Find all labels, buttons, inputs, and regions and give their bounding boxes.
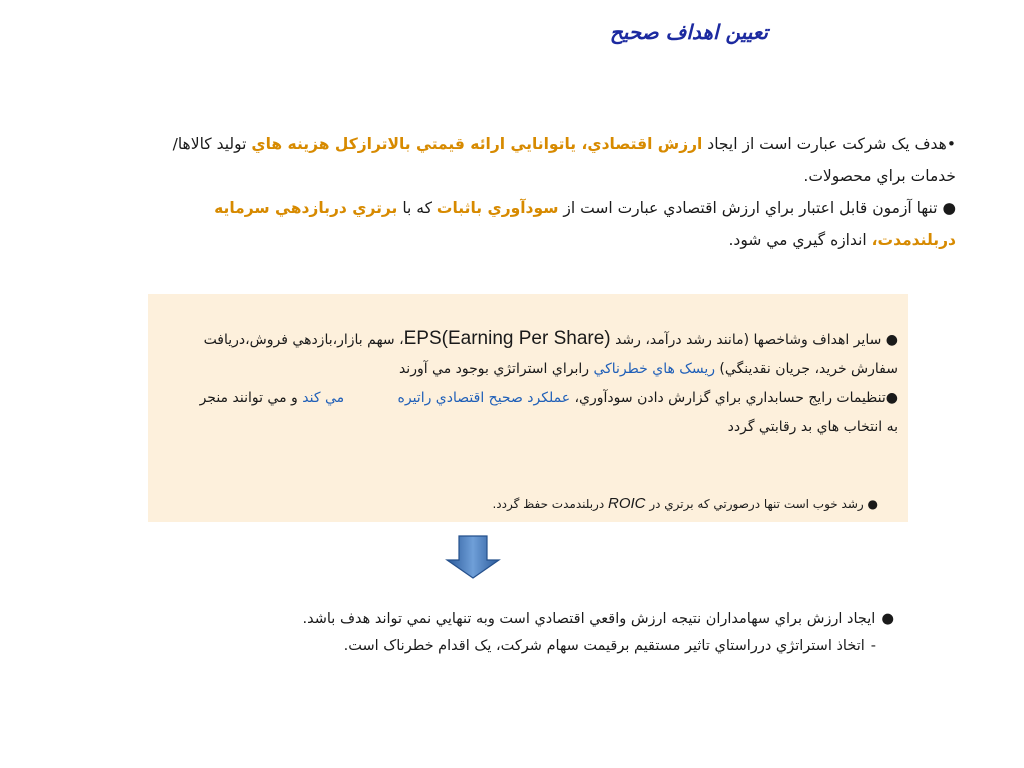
- panel-text-span: ، سهم بازار،بازدهي فروش،دريافت سفارش خريد، جريان نقدينگي): [203, 332, 898, 377]
- roic-term: ROIC: [608, 495, 646, 512]
- panel-paragraph-1: [188, 324, 898, 384]
- bullet: •: [946, 135, 956, 153]
- bullet: ●: [867, 497, 878, 511]
- performance-highlight: عملکرد صحيح اقتصادي راتيره مي کند: [302, 390, 571, 406]
- panel-text-span: رابراي استراتژي بوجود مي آورند: [398, 361, 594, 377]
- bullet: ●: [942, 199, 956, 217]
- bullet: ●: [885, 332, 898, 348]
- bullet: ●: [881, 611, 894, 627]
- footnote-text: رشد خوب است تنها درصورتي که برتري در: [645, 497, 864, 511]
- economic-value-highlight: ارزش اقتصادي، ياتوانايي ارائه قيمتي بالاترازکل هزينه هاي: [251, 135, 703, 153]
- bullet: ●: [885, 390, 898, 406]
- footnote-text: دربلندمدت حفظ گردد.: [492, 497, 609, 511]
- conclusion-line-1: [150, 606, 894, 633]
- intro-text: توليد کالاها/خدمات براي محصولات.: [172, 135, 956, 185]
- risk-highlight: ريسک هاي خطرناکي: [593, 361, 715, 377]
- panel-paragraph-2: [188, 384, 898, 442]
- eps-term: EPS(Earning Per Share): [403, 328, 611, 349]
- conclusion-section: [150, 606, 894, 660]
- intro-text: اندازه گيري مي شود.: [728, 231, 872, 249]
- highlight-panel: [148, 294, 908, 522]
- stable-profit-highlight: سودآوري باثبات: [436, 199, 559, 217]
- long-term-return-highlight: برتري دربازدهي سرمايه دربلندمدت،: [214, 199, 956, 249]
- intro-text: تنها آزمون قابل اعتبار براي ارزش اقتصادي عبارت است از: [558, 199, 938, 217]
- panel-text-span: ساير اهداف وشاخصها (مانند رشد درآمد، رشد: [610, 332, 882, 348]
- panel-footnote: [478, 494, 878, 514]
- intro-section: [150, 128, 956, 256]
- dash: -: [870, 638, 876, 654]
- intro-text: هدف يک شرکت عبارت است از ايجاد: [702, 135, 947, 153]
- down-arrow-icon: [445, 534, 501, 580]
- conclusion-line-2: [150, 633, 894, 660]
- intro-text: که با: [397, 199, 437, 217]
- intro-paragraph-1: [150, 128, 956, 192]
- intro-paragraph-2: [150, 192, 956, 256]
- slide-title: تعيين اهداف صحيح: [609, 20, 768, 44]
- conclusion-text: اتخاذ استراتژي درراستاي تاثير مستقيم برقيمت سهام شرکت، يک اقدام خطرناک است.: [343, 638, 865, 654]
- conclusion-text: ايجاد ارزش براي سهامداران نتيجه ارزش واقعي اقتصادي است وبه تنهايي نمي تواند هدف باشد.: [302, 611, 876, 627]
- panel-text-span: تنظيمات رايج حسابداري براي گزارش دادن سودآوري،: [570, 390, 886, 406]
- panel-text-span: و مي توانند منجر به انتخاب هاي بد رقابتي گردد: [199, 390, 898, 435]
- panel-text: [188, 324, 898, 442]
